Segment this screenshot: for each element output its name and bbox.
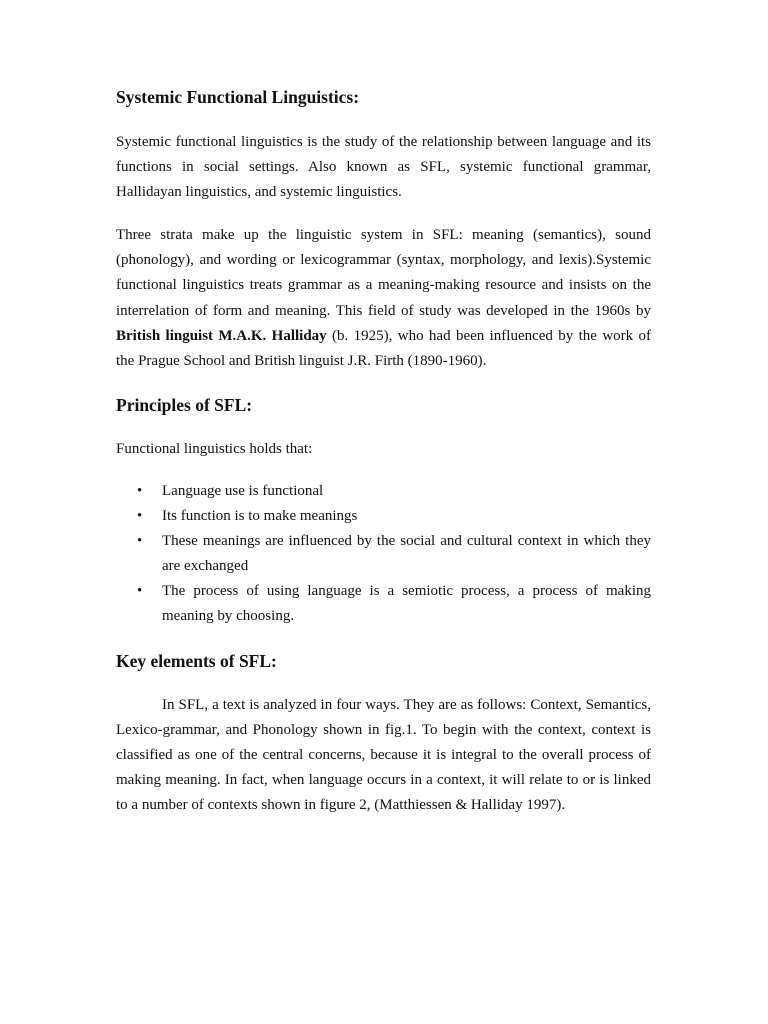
principles-intro: Functional linguistics holds that: [116,440,313,457]
section-heading-principles: Principles of SFL: [116,394,253,415]
bullet-icon: • [137,508,143,525]
intro-paragraph: Systemic functional linguistics is the study of the relationship between language and its functions in social settings. Also known as SFL, systemic functional grammar, Hallidayan linguistics, and systemic linguistics. [116,134,651,201]
section-heading-key-elements: Key elements of SFL: [116,650,277,671]
list-item [116,529,651,579]
bullet-icon: • [137,533,143,550]
list-item-text: Language use is functional [162,482,324,499]
section-heading-sfl: Systemic Functional Linguistics: [116,87,360,107]
list-item [116,479,651,504]
strata-text-after: (b. 1925), who had been influenced by the work of the Prague School and British linguist J.R. Firth (1890-1960). [116,327,651,369]
strata-text-before: Three strata make up the linguistic system in SFL: meaning (semantics), sound (phonology), and wording or lexicogrammar (syntax, morphology, and lexis).Systemic functional linguistics treats grammar as a meaning-making resource and insists on the interrelation of form and meaning. This field of study was developed in the 1960s by [116,227,651,319]
bullet-icon: • [137,482,143,499]
bullet-icon: • [137,583,143,600]
principles-list [116,479,651,630]
key-elements-paragraph: In SFL, a text is analyzed in four ways. They are as follows: Context, Semantics, Lexico-grammar, and Phonology shown in fig.1. To begin with the context, context is classified as one of the central concerns, because it is integral to the overall process of making meaning. In fact, when language occurs in a context, it will relate to or is linked to a number of contexts shown in figure 2, (Matthiessen & Halliday 1997). [116,696,651,813]
list-item-text: The process of using language is a semiotic process, a process of making meaning by choosing. [162,583,651,625]
document-page [116,84,651,818]
strata-paragraph [116,223,651,374]
halliday-bold-text: British linguist M.A.K. Halliday [116,327,327,344]
list-item [116,579,651,629]
list-item-text: Its function is to make meanings [162,508,358,525]
list-item [116,504,651,529]
list-item-text: These meanings are influenced by the social and cultural context in which they are exchanged [162,533,651,575]
